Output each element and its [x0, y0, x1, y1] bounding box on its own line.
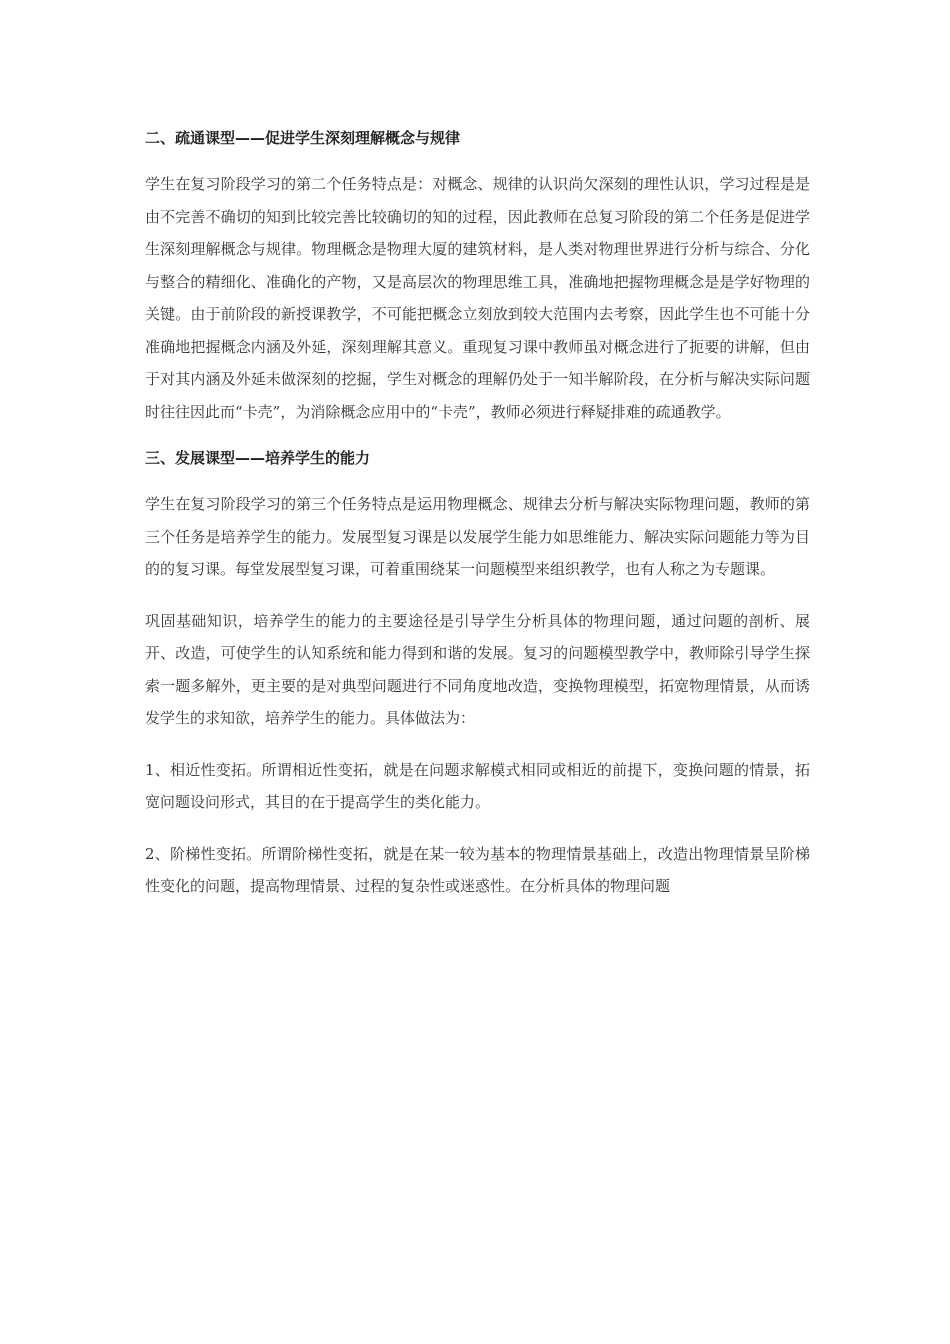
- paragraph-item-2: 2、阶梯性变拓。所谓阶梯性变拓，就是在某一较为基本的物理情景基础上，改造出物理情景呈阶梯性变化的问题，提高物理情景、过程的复杂性或迷惑性。在分析具体的物理问题: [145, 844, 810, 895]
- paragraph: 学生在复习阶段学习的第三个任务特点是运用物理概念、规律去分析与解决实际物理问题，教师的第三个任务是培养学生的能力。发展型复习课是以发展学生能力如思维能力、解决实际问题能力等为目的的复习课。每堂发展型复习课，可着重围绕某一问题模型来组织教学，也有人称之为专题课。: [145, 495, 810, 578]
- paragraph: 巩固基础知识，培养学生的能力的主要途径是引导学生分析具体的物理问题，通过问题的剖析、展开、改造，可使学生的认知系统和能力得到和谐的发展。复习的问题模型教学中，教师除引导学生探索一题多解外，更主要的是对典型问题进行不同角度地改造，变换物理模型，拓宽物理情景，从而诱发学生的求知欲，培养学生的能力。具体做法为：: [145, 611, 810, 727]
- paragraph: 学生在复习阶段学习的第二个任务特点是：对概念、规律的认识尚欠深刻的理性认识，学习过程是是由不完善不确切的知到比较完善比较确切的知的过程，因此教师在总复习阶段的第二个任务是促进学生深刻理解概念与规律。物理概念是物理大厦的建筑材料，是人类对物理世界进行分析与综合、分化与整合的精细化、准确化的产物，又是高层次的物理思维工具，准确地把握物理概念是是学好物理的关键。由于前阶段的新授课教学，不可能把概念立刻放到较大范围内去考察，因此学生也不可能十分准确地把握概念内涵及外延，深刻理解其意义。重现复习课中教师虽对概念进行了扼要的讲解，但由于对其内涵及外延未做深刻的挖掘，学生对概念的理解仍处于一知半解阶段，在分析与解决实际问题时往往因此而“卡壳”，为消除概念应用中的“卡壳”，教师必须进行释疑排难的疏通教学。: [145, 175, 810, 421]
- section-heading-3: 三、发展课型——培养学生的能力: [145, 449, 371, 467]
- document-body: [145, 126, 810, 903]
- paragraph-item-1: 1、相近性变拓。所谓相近性变拓，就是在问题求解模式相同或相近的前提下，变换问题的情景，拓宽问题设问形式，其目的在于提高学生的类化能力。: [145, 760, 810, 811]
- section-heading-2: 二、疏通课型——促进学生深刻理解概念与规律: [145, 129, 461, 147]
